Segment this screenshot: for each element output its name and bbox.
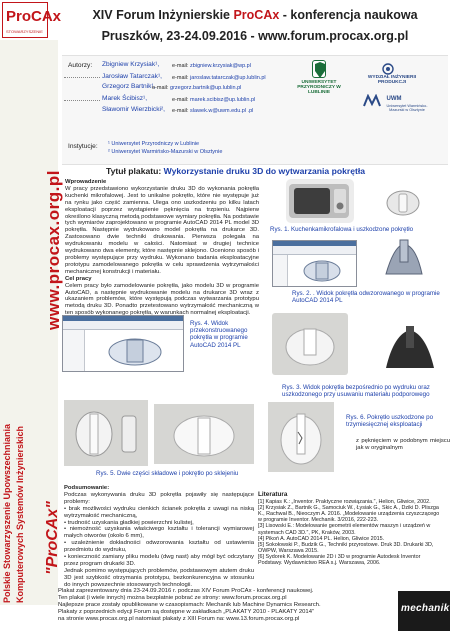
institutions-label: Instytucje: — [68, 143, 98, 150]
uwm-logo-subtext: Uniwersytet Warmińsko-Mazurski w Olsztynie — [386, 104, 428, 112]
authors-box — [62, 55, 448, 165]
title-suffix: - konferencja naukowa — [279, 8, 418, 22]
poster-title — [106, 166, 365, 176]
caption-rys6: Rys. 6. Pokrętło uszkodzone po trzymiesięcznej eksploatacji — [346, 414, 434, 429]
cracked-knob-photo — [268, 402, 334, 472]
uwm-logo-text: UWM — [386, 96, 402, 102]
author-name: Sławomir Wierzbicki², — [102, 106, 166, 113]
footer-line-5[interactable]: na stronie www.procax.org.pl natomiast plakaty z XIII Forum na: www.13.forum.procax.org.pl — [58, 616, 300, 622]
logo-subtext: STOWARZYSZENIE — [6, 29, 43, 34]
goal-text: Celem pracy było zamodelowanie pokrętła, jako modelu 3D w programie AutoCAD, a następnie wydrukowanie modelu na drukarce 3D wraz z ukazaniem problemów, które występują podczas wytwarzania prototypu metodą druku 3D. Ponadto przetestowano wytrzymałość mechaniczną w ten sposób wykonanego pokrętła, w warunkach normalnej eksploatacji. — [65, 282, 259, 317]
goal-heading: Cel pracy — [65, 275, 92, 282]
autocad-screenshot-2 — [62, 315, 184, 372]
caption-rys3: Rys. 3. Widok pokrętła bezpośrednio po wydruku oraz uszkodzonego przy usuwaniu materiału podporowego — [282, 384, 430, 399]
autocad-screenshot-1 — [272, 240, 357, 287]
literature-item: [2] Krzysiak Z., Bartnik G., Samociuk W., Łysiak G., Skic A., Dziki D. Pliszga K., Rachwał B., Nieoczym A. 2016. „Modelowanie urządzenia czyszczącego w programie Inventor. Mechanik. 3/2016, 222-223. — [258, 505, 440, 524]
knob-photo — [383, 189, 423, 219]
up-lublin-crest-icon — [312, 60, 326, 78]
email-link[interactable]: zbigniew.krzysiak@wp.pl — [190, 63, 251, 69]
poster-title-text: Wykorzystanie druku 3D do wytwarzania pokrętła — [163, 166, 365, 176]
email-link[interactable]: jaroslaw.tatarczak@up.lublin.pl — [190, 75, 266, 81]
caption-rys6-sub: z pęknięciem w podobnym miejscu jak w oryginalnym — [356, 438, 450, 451]
footer-line-1: Plakat zaprezentowany dnia 23-24.09.2016 r. podczas XIV Forum ProCAx - konferencji naukowej. — [58, 588, 314, 594]
footer-line-4: Plakaty z poprzednich edycji Forum są dostępne w zakładkach „PLAKATY 2010 - PLAKATY 2014” — [58, 609, 314, 615]
caption-rys5: Rys. 5. Dwie części składowe i pokrętło po sklejeniu — [96, 470, 239, 477]
author-email: e-mail: grzegorz.bartnik@up.lublin.pl — [152, 85, 242, 91]
mechanik-logo — [398, 591, 450, 631]
literature-item: [5] Sokołowski P., Budzik G., Techniki przyrostowe. Druk 3D. Drukarki 3D, OWPW, Warszawa 2015. — [258, 541, 434, 554]
summary-intro: Podczas wykonywania druku 3D pokrętła pojawiły się następujące problemy: — [64, 491, 254, 505]
conference-subtitle: Pruszków, 23-24.09.2016 - www.forum.procax.org.pl — [101, 29, 409, 43]
literature-heading: Literatura — [258, 491, 288, 498]
literature-item: [3] Lisowski E.: Modelowanie geometrii elementów maszyn i urządzeń w systemach CAD 3D.”, PK, Kraków, 2003. — [258, 523, 431, 536]
literature-item: [1] Kapias K.: „Inventor. Praktyczne rozwiązania.”, Helion, Gliwice, 2002. — [258, 499, 431, 506]
email-link[interactable]: marek.scibisz@up.lublin.pl — [190, 97, 256, 103]
caption-rys4: Rys. 4. Widok przekonstruowanego pokrętła w programie AutoCAD 2014 PL — [190, 320, 248, 349]
authors-label: Autorzy: — [68, 62, 93, 69]
logo-text: ProCAx — [6, 8, 62, 25]
author-email: e-mail: zbigniew.krzysiak@wp.pl — [172, 63, 251, 69]
divider — [64, 77, 100, 78]
damaged-knob-photo — [378, 320, 442, 376]
up-lublin-logo-text: UNIWERSYTET PRZYRODNICZY W LUBLINIE — [297, 80, 341, 95]
literature-section — [258, 492, 444, 566]
literature-item: [6] Sydorek K. Modelowanie 2D i 3D w programie Autodesk Inventor Podstawy. Wydawnictwo REA s.j. Warszawa, 2006. — [258, 553, 421, 567]
vertical-procax: "ProCAx" — [44, 501, 61, 575]
email-link[interactable]: slawek.w@uwm.edu.pl .pl — [190, 108, 254, 114]
intro-text: W pracy przedstawiono wykorzystanie druku 3D do wykonania pokrętła kuchenki mikrofalowej. Jest to unikalne pokrętło, które nie występuje już na rynku jako część zamienna. Ulega ono uszkodzeniu po kilku latach eksploatacji poprzez wystąpienie pęknięcia na trzpieniu. Najpierw określono klasyczną metodą podstawowe wymiary pokrętła. Na podstawie tych wymiarów zaprojektowano w programie AutoCAD 2014 PL model 3D pokrętła. Następnie wydrukowano model pokrętła na drukarce 3D. Zastosowano dwie techniki drukowania. Pierwsza polegała na wydrukowaniu modelu w całości. Natomiast w drugiej technice wydrukowano dwa elementy, które następnie sklejono. Oceniono sposób i problemy występujące przy wydruku. Wykonano badania eksploatacyjne prototypu zamodelowanego pokrętła w celu sprawdzenia wytrzymałości mechanicznej konstrukcji i materiału. — [65, 185, 259, 275]
caption-rys1: Rys. 1. Kuchenkamikrofalowa i uszkodzone pokrętło — [270, 226, 414, 233]
summary-closing: Jednak pomimo występujących problemów, podstawowym atutem druku 3D jest szybkość otrzymania prototypu, bezkonkurencyjna w stosunku do innych powszechnie stosowanych technologii. — [64, 567, 254, 588]
printed-knob-photo — [272, 313, 348, 375]
procax-logo — [2, 2, 62, 38]
title-prefix: XIV Forum Inżynierskie — [92, 8, 234, 22]
footer-line-3: Najlepsze prace zostały opublikowane w czasopismach: Mechanik lub Machine Dynamics Research. — [58, 602, 321, 608]
vertical-url: www.procax.org.pl — [44, 170, 63, 330]
conference-title — [58, 8, 452, 22]
knob-parts-photo — [64, 400, 148, 466]
summary-section — [64, 485, 254, 589]
author-name: Marek Ścibisz¹, — [102, 95, 148, 102]
summary-item: • brak możliwości wydruku cienkich ścianek pokrętła z uwagi na niską wytrzymałość mechaniczną, — [64, 505, 254, 519]
vertical-org-line1: Polskie Stowarzyszenie Upowszechniania — [2, 423, 12, 603]
title-procax: ProCAx — [233, 8, 280, 22]
literature-item: [4] Pikoń A. AutoCAD 2014 PL. Helion, Gliwice 2015. — [258, 535, 385, 542]
glued-knob-photo — [154, 404, 254, 464]
microwave-photo — [286, 179, 354, 223]
summary-item: • trudność uzyskania gładkiej powierzchni kulistej, — [64, 519, 194, 526]
footer — [58, 588, 396, 623]
header — [58, 0, 452, 52]
divider — [64, 100, 100, 101]
summary-heading: Podsumowanie: — [64, 485, 110, 491]
institution-2: ² Uniwersytet Warmińsko-Mazurski w Olsztynie — [108, 149, 223, 155]
wydzial-logo-text: WYDZIAŁ INŻYNIERII PRODUKCJI — [367, 75, 417, 85]
intro-heading: Wprowadzenie — [65, 179, 107, 185]
author-email: e-mail: marek.scibisz@up.lublin.pl — [172, 97, 256, 103]
uwm-emblem-icon — [362, 94, 382, 108]
email-link[interactable]: grzegorz.bartnik@up.lublin.pl — [170, 85, 242, 91]
summary-item: • niemożność uzyskania właściwego kształtu i tolerancji wymiarowej małych otworów (około 6 mm), — [64, 526, 254, 540]
poster-title-label: Tytuł plakatu: — [106, 166, 164, 176]
author-name: Grzegorz Bartnik¹, — [102, 83, 156, 90]
author-email: e-mail: slawek.w@uwm.edu.pl .pl — [172, 108, 254, 114]
knob-render-1 — [380, 236, 428, 284]
author-name: Jarosław Tatarczak¹, — [102, 73, 162, 80]
caption-rys2: Rys. 2. . Widok pokrętła odwzorowanego w programie AutoCAD 2014 PL — [292, 290, 440, 305]
mechanik-logo-text: mechanik — [401, 603, 450, 614]
institution-1: ¹ Uniwersytet Przyrodniczy w Lublinie — [108, 141, 200, 147]
intro-section — [65, 179, 259, 317]
footer-line-2[interactable]: Ten plakat (i wiele innych) można bezpłatnie pobrać ze strony: www.forum.procax.org.pl — [58, 595, 287, 601]
vertical-org-line2: Komputerowych Systemów Inżynierskich — [15, 425, 25, 603]
wydzial-emblem-icon — [380, 62, 396, 74]
author-email: e-mail: jaroslaw.tatarczak@up.lublin.pl — [172, 75, 266, 81]
author-name: Zbigniew Krzysiak¹, — [102, 61, 160, 68]
summary-item: • uzależnienie dokładności odwzorowania kształtu od ustawienia przedmiotu do wydruku, — [64, 540, 254, 554]
summary-item: • konieczność zamiany pliku modelu (dwg nast) aby mógł być odczytany przez program drukarki 3D. — [64, 554, 254, 567]
